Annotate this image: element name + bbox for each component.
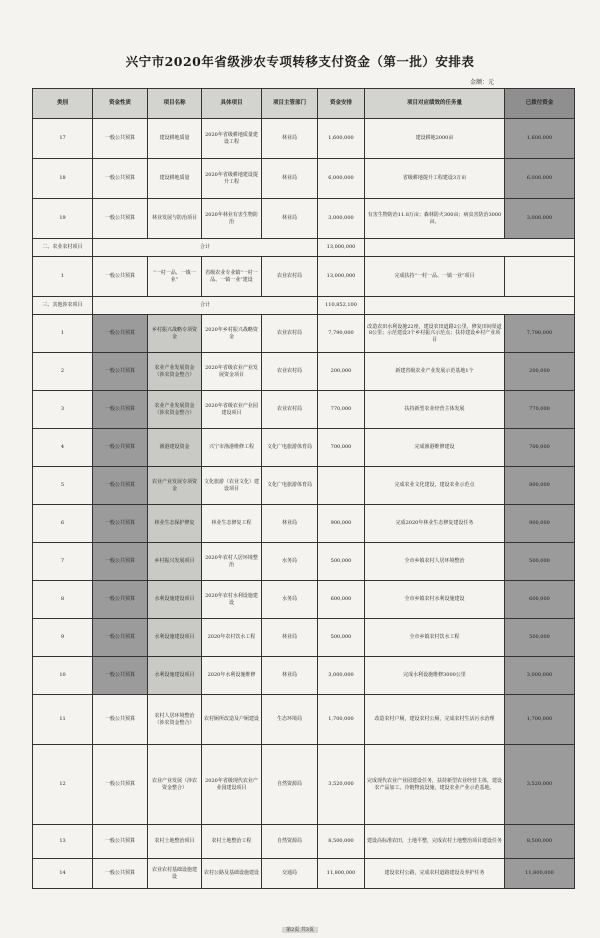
cell-fund-type: 一般公共预算	[93, 695, 148, 745]
cell-department: 水务局	[262, 581, 318, 619]
cell-fund-type: 一般公共预算	[93, 745, 148, 825]
page-number: 第2页 共3页	[282, 927, 318, 933]
cell-project-name: 乡村振兴战略专项资金	[148, 315, 202, 353]
cell-specific-project: 林业生态修复工程	[202, 505, 262, 543]
table-row	[33, 159, 575, 199]
cell-category: 4	[33, 429, 93, 467]
cell-project-name: 农村土地整治项目	[148, 825, 202, 859]
cell-fund-type: 一般公共预算	[93, 119, 148, 159]
cell-fund-type: 一般公共预算	[93, 391, 148, 429]
cell-project-name: 渔港建设资金	[148, 429, 202, 467]
table-row	[33, 199, 575, 239]
table-row	[33, 429, 575, 467]
cell-task: 完成渔港维修建设	[365, 429, 505, 467]
section-row	[33, 297, 575, 315]
cell-fund-type: 一般公共预算	[93, 467, 148, 505]
cell-amount: 500,000	[318, 543, 365, 581]
cell-project-name: 农村人居环境整治（涉农资金整合）	[148, 695, 202, 745]
cell-specific-project: 2020年农村人居环境整治	[202, 543, 262, 581]
cell-task: 建设农村公路，完成农村道路建设及养护任务	[365, 859, 505, 889]
unit-label: 金额：元	[470, 79, 495, 86]
cell-department: 生态环境局	[262, 695, 318, 745]
section-amount: 110,852,100	[318, 297, 365, 315]
cell-specific-project: 农村厕所改造及户厕建设	[202, 695, 262, 745]
cell-project-name: 农业产业发展资金（涉农资金整合）	[148, 391, 202, 429]
cell-disbursed: 3,000,000	[505, 199, 575, 239]
cell-task: 完成农业文化建设，建设农业示范点	[365, 467, 505, 505]
cell-category: 3	[33, 391, 93, 429]
section-empty	[365, 239, 575, 257]
cell-disbursed: 11,800,000	[505, 859, 575, 889]
table-body	[33, 119, 575, 889]
cell-department: 林业局	[262, 619, 318, 657]
cell-disbursed: 1,600,000	[505, 119, 575, 159]
cell-category: 14	[33, 859, 93, 889]
cell-category: 10	[33, 657, 93, 695]
cell-category: 7	[33, 543, 93, 581]
cell-amount: 6,000,000	[318, 159, 365, 199]
cell-disbursed: 200,000	[505, 353, 575, 391]
cell-specific-project: 2020年省级耕地质量建设工程	[202, 119, 262, 159]
cell-disbursed: 6,000,000	[505, 159, 575, 199]
cell-category: 12	[33, 745, 93, 825]
cell-department: 林业局	[262, 199, 318, 239]
cell-fund-type: 一般公共预算	[93, 315, 148, 353]
cell-task: 完成2020年林业生态修复建设任务	[365, 505, 505, 543]
cell-amount: 770,000	[318, 391, 365, 429]
cell-specific-project: 2020年省级现代农业产业园建设项目	[202, 745, 262, 825]
cell-fund-type: 一般公共预算	[93, 619, 148, 657]
cell-specific-project: 2020年水利设施维修	[202, 657, 262, 695]
cell-disbursed	[505, 257, 575, 297]
cell-project-name: 农业产业发展专项资金	[148, 467, 202, 505]
cell-disbursed: 1,700,000	[505, 695, 575, 745]
header-category: 类别	[33, 89, 93, 119]
section-label: 三、其他涉农项目	[33, 297, 93, 315]
cell-project-name: 水利设施建设项目	[148, 619, 202, 657]
cell-category: 11	[33, 695, 93, 745]
cell-department: 林业局	[262, 119, 318, 159]
table-row	[33, 391, 575, 429]
cell-amount: 1,600,000	[318, 119, 365, 159]
cell-department: 农业农村局	[262, 315, 318, 353]
cell-fund-type: 一般公共预算	[93, 825, 148, 859]
header-disbursed: 已拨付资金	[505, 89, 575, 119]
cell-amount: 200,000	[318, 353, 365, 391]
cell-category: 17	[33, 119, 93, 159]
cell-task: 建设高标准农田，土地平整，完成农村土地整治项目建设任务	[365, 825, 505, 859]
cell-project-name: 农业农村基础设施建设	[148, 859, 202, 889]
cell-project-name: 林业生态保护修复	[148, 505, 202, 543]
cell-specific-project: 兴宁市渔港维修工程	[202, 429, 262, 467]
table-row	[33, 825, 575, 859]
cell-project-name: 建设耕地质量	[148, 119, 202, 159]
cell-department: 农业农村局	[262, 353, 318, 391]
cell-project-name: 农业产业发展（涉农资金整合）	[148, 745, 202, 825]
cell-specific-project: 农村土地整治工程	[202, 825, 262, 859]
section-total-label: 合计	[93, 239, 318, 257]
cell-disbursed: 770,000	[505, 391, 575, 429]
cell-amount: 900,000	[318, 505, 365, 543]
cell-amount: 3,520,000	[318, 745, 365, 825]
cell-specific-project: 文化旅游（农业文化）建设项目	[202, 467, 262, 505]
cell-specific-project: 2020年农村水利设施建设	[202, 581, 262, 619]
cell-category: 8	[33, 581, 93, 619]
cell-specific-project: 2020年林业有害生物防治	[202, 199, 262, 239]
cell-category: 13	[33, 825, 93, 859]
cell-department: 林业局	[262, 505, 318, 543]
cell-amount: 3,000,000	[318, 199, 365, 239]
header-department: 项目主管部门	[262, 89, 318, 119]
cell-category: 19	[33, 199, 93, 239]
cell-amount: 11,800,000	[318, 859, 365, 889]
cell-amount: 8,500,000	[318, 825, 365, 859]
cell-department: 自然资源局	[262, 825, 318, 859]
page-title: 兴宁市2020年省级涉农专项转移支付资金（第一批）安排表	[125, 54, 475, 69]
cell-project-name: 建设耕地质量	[148, 159, 202, 199]
cell-fund-type: 一般公共预算	[93, 429, 148, 467]
table-row	[33, 657, 575, 695]
cell-task: 全市乡镇农村人居环境整治	[365, 543, 505, 581]
cell-department: 林业局	[262, 159, 318, 199]
cell-specific-project: 农村公路及基础设施建设	[202, 859, 262, 889]
table-row	[33, 859, 575, 889]
header-fund-type: 资金性质	[93, 89, 148, 119]
cell-category: 2	[33, 353, 93, 391]
cell-category: 9	[33, 619, 93, 657]
cell-department: 农业农村局	[262, 257, 318, 297]
cell-task: 全市乡镇农村水利设施建设	[365, 581, 505, 619]
section-row	[33, 239, 575, 257]
cell-project-name: 农业产业发展资金（涉农资金整合）	[148, 353, 202, 391]
cell-project-name: 水利设施建设项目	[148, 657, 202, 695]
table-row	[33, 695, 575, 745]
cell-task: 有害生物防治11.8万亩；森林防火300亩；病虫害防治3000亩。	[365, 199, 505, 239]
table-row	[33, 315, 575, 353]
cell-department: 文化广电旅游体育局	[262, 429, 318, 467]
cell-amount	[318, 467, 365, 505]
cell-disbursed: 900,000	[505, 505, 575, 543]
cell-category: 1	[33, 315, 93, 353]
cell-disbursed: 700,000	[505, 429, 575, 467]
cell-specific-project: 2020年农村饮水工程	[202, 619, 262, 657]
table-row	[33, 467, 575, 505]
header-amount: 资金安排	[318, 89, 365, 119]
table-row	[33, 257, 575, 297]
cell-category: 6	[33, 505, 93, 543]
table-row	[33, 581, 575, 619]
cell-amount: 7,790,000	[318, 315, 365, 353]
cell-fund-type: 一般公共预算	[93, 257, 148, 297]
cell-specific-project: 省级农业专业镇“一村一品、一镇一业”建设	[202, 257, 262, 297]
table-row	[33, 505, 575, 543]
cell-project-name: 水利设施建设项目	[148, 581, 202, 619]
cell-fund-type: 一般公共预算	[93, 543, 148, 581]
cell-amount: 13,000,000	[318, 257, 365, 297]
cell-disbursed: 8,500,000	[505, 825, 575, 859]
table-row	[33, 619, 575, 657]
cell-disbursed: 3,000,000	[505, 657, 575, 695]
cell-project-name: 林业发展与防治项目	[148, 199, 202, 239]
cell-category: 5	[33, 467, 93, 505]
cell-task: 省级耕地提升工程建设3万亩	[365, 159, 505, 199]
section-empty	[365, 297, 575, 315]
section-label: 二、农业农村项目	[33, 239, 93, 257]
cell-amount: 3,000,000	[318, 657, 365, 695]
cell-fund-type: 一般公共预算	[93, 353, 148, 391]
cell-task: 改造农村户厕，建设农村公厕，完成农村生活污水治理	[365, 695, 505, 745]
table-row	[33, 745, 575, 825]
cell-project-name: “一村一品、一镇一业”	[148, 257, 202, 297]
cell-fund-type: 一般公共预算	[93, 581, 148, 619]
cell-department: 农业农村局	[262, 391, 318, 429]
cell-amount: 500,000	[318, 619, 365, 657]
header-task: 项目对应绩效的任务量	[365, 89, 505, 119]
cell-task: 新建省级农业产业发展示范基地1个	[365, 353, 505, 391]
cell-department: 水务局	[262, 543, 318, 581]
table-row	[33, 119, 575, 159]
cell-specific-project: 2020年乡村振兴战略资金	[202, 315, 262, 353]
cell-disbursed: 500,000	[505, 619, 575, 657]
cell-category: 1	[33, 257, 93, 297]
cell-specific-project: 2020年省级耕地建设提升工程	[202, 159, 262, 199]
cell-project-name: 乡村振兴发展项目	[148, 543, 202, 581]
cell-fund-type: 一般公共预算	[93, 505, 148, 543]
cell-task: 改造农田水利设施22座，建设农田道路2公里，修复田间渠道8公里；示范建设3个乡村振兴示范点；扶持建设乡村产业项目	[365, 315, 505, 353]
section-total-label: 合计	[93, 297, 318, 315]
cell-amount: 1,700,000	[318, 695, 365, 745]
section-amount: 13,000,000	[318, 239, 365, 257]
cell-amount: 700,000	[318, 429, 365, 467]
cell-disbursed: 7,790,000	[505, 315, 575, 353]
cell-department: 林业局	[262, 657, 318, 695]
cell-fund-type: 一般公共预算	[93, 199, 148, 239]
table-header-row	[33, 89, 575, 119]
cell-fund-type: 一般公共预算	[93, 657, 148, 695]
cell-fund-type: 一般公共预算	[93, 859, 148, 889]
cell-disbursed: 800,000	[505, 467, 575, 505]
cell-task: 建设耕地2000亩	[365, 119, 505, 159]
allocation-table	[32, 88, 575, 889]
table-row	[33, 353, 575, 391]
cell-disbursed: 3,520,000	[505, 745, 575, 825]
cell-department: 自然资源局	[262, 745, 318, 825]
cell-fund-type: 一般公共预算	[93, 159, 148, 199]
header-specific-project: 具体项目	[202, 89, 262, 119]
cell-task: 完成扶持“一村一品、一镇一业”项目	[365, 257, 505, 297]
header-project-name: 项目名称	[148, 89, 202, 119]
cell-disbursed: 600,000	[505, 581, 575, 619]
cell-task: 完成现代农业产业园建设任务，扶持新型农业经营主体，建设农产品加工、冷链物流设施，建设农业产业示范基地。	[365, 745, 505, 825]
cell-specific-project: 2020年省级农业产业发展资金项目	[202, 353, 262, 391]
page-footer	[0, 926, 600, 933]
cell-department: 文化广电旅游体育局	[262, 467, 318, 505]
cell-task: 扶持新型农业经营主体发展	[365, 391, 505, 429]
cell-task: 完成水利设施维修3000公里	[365, 657, 505, 695]
table-row	[33, 543, 575, 581]
cell-amount: 600,000	[318, 581, 365, 619]
cell-category: 18	[33, 159, 93, 199]
cell-department: 交通局	[262, 859, 318, 889]
cell-disbursed: 500,000	[505, 543, 575, 581]
cell-task: 全市乡镇农村饮水工程	[365, 619, 505, 657]
cell-specific-project: 2020年省级农业产业园建设项目	[202, 391, 262, 429]
